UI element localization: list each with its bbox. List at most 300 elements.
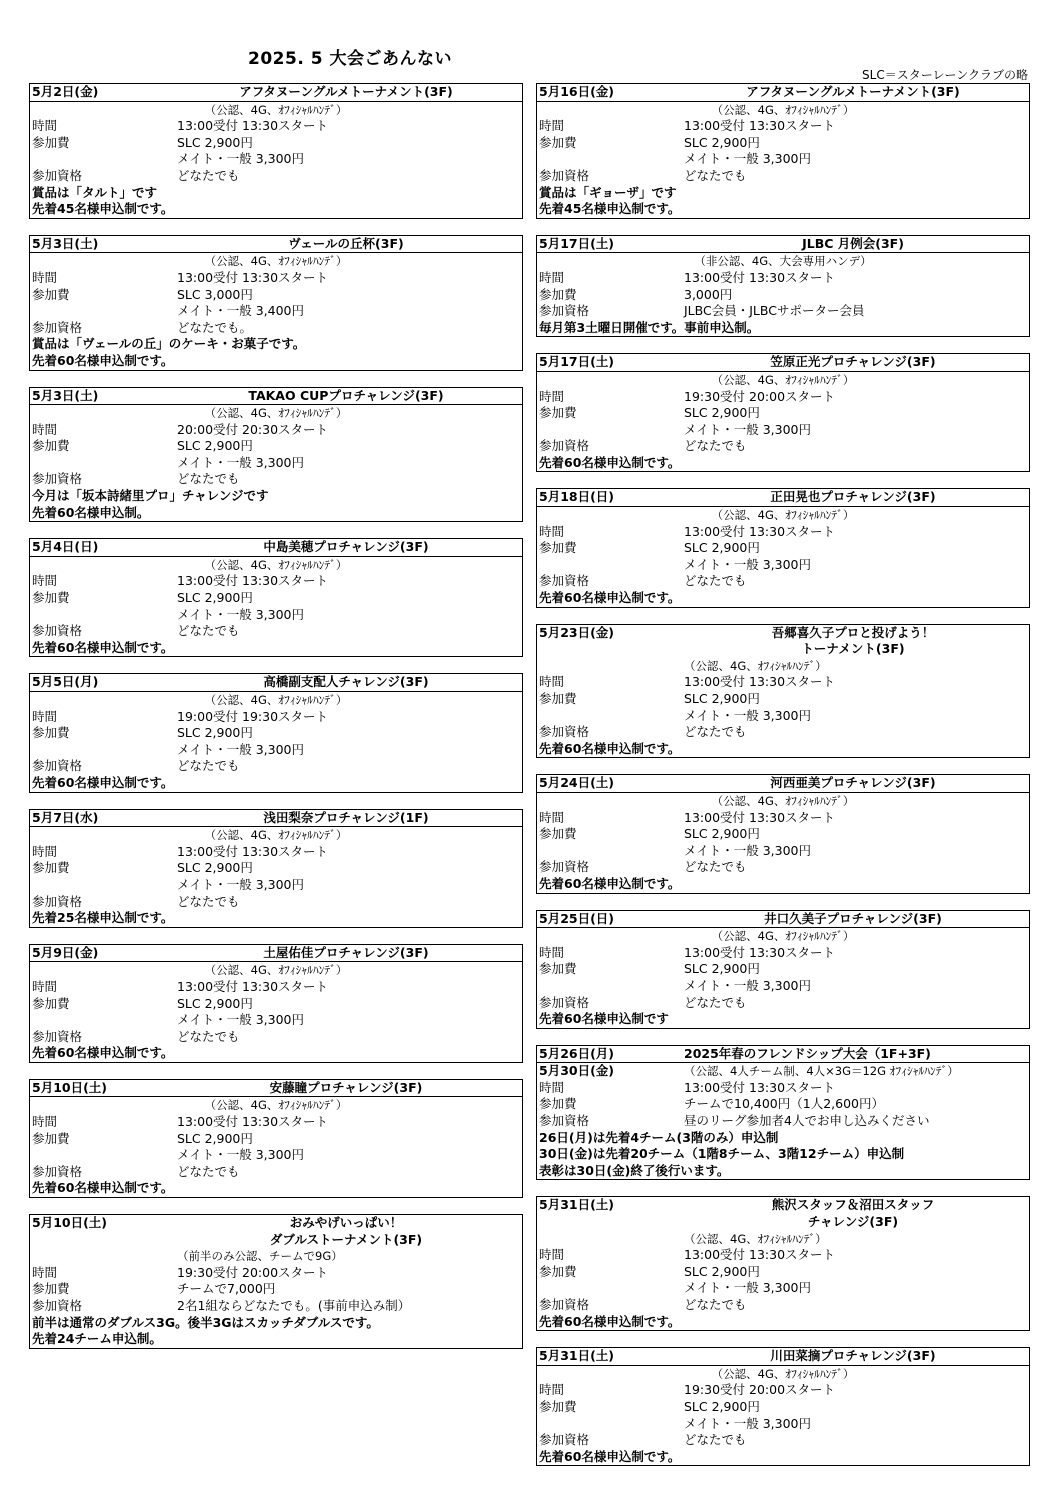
info-label: 時間 <box>539 388 565 404</box>
event-header <box>537 1197 1029 1214</box>
event-box <box>29 944 523 1063</box>
event-rules: （公認、4G、ｵﾌｨｼｬﾙﾊﾝﾃﾞ） <box>204 254 348 269</box>
info-label: 時間 <box>539 523 565 539</box>
info-label <box>539 557 684 574</box>
event-name: ヴェールの丘杯(3F) <box>288 235 404 251</box>
info-row <box>32 844 520 861</box>
info-value: メイト・一般 3,300円 <box>684 151 812 167</box>
event-header <box>537 1348 1029 1366</box>
info-label: 参加資格 <box>32 623 83 639</box>
event-note: 先着60名様申込制。 <box>32 504 150 520</box>
event-box <box>29 1214 523 1349</box>
info-row <box>32 287 520 304</box>
abbreviation-note: SLC＝スターレーンクラブの略 <box>862 68 1028 82</box>
info-row <box>539 405 1027 422</box>
event-note: 先着60名様申込制です。 <box>539 590 681 606</box>
info-label: 参加資格 <box>32 1028 83 1044</box>
info-label: 時間 <box>32 421 58 437</box>
info-row <box>32 320 520 337</box>
event-note: 賞品は「ヴェールの丘」のケーキ・お菓子です。 <box>32 336 306 352</box>
event-date: 5月7日(水) <box>32 809 99 825</box>
info-label: 時間 <box>32 843 58 859</box>
event-box <box>536 83 1030 219</box>
info-label: 参加資格 <box>539 303 590 319</box>
info-value: 昼のリーグ参加者4人でお申し込みください <box>684 1113 930 1129</box>
info-row <box>32 996 520 1013</box>
info-row <box>539 540 1027 557</box>
event-box <box>29 673 523 792</box>
event-name: 中島美穂プロチャレンジ(3F) <box>263 539 429 555</box>
info-label: 時間 <box>539 1382 565 1398</box>
event-header <box>537 236 1029 254</box>
event-box <box>536 774 1030 893</box>
info-row <box>32 135 520 152</box>
info-value: 19:30受付 20:00スタート <box>684 1382 836 1398</box>
info-label <box>32 151 177 168</box>
info-value: メイト・一般 3,300円 <box>177 151 305 167</box>
info-row <box>539 389 1027 406</box>
event-rules: （公認、4G、ｵﾌｨｼｬﾙﾊﾝﾃﾞ） <box>711 1366 855 1381</box>
info-label: 時間 <box>539 118 565 134</box>
info-value: メイト・一般 3,300円 <box>684 1280 812 1296</box>
event-rules: （公認、4G、ｵﾌｨｼｬﾙﾊﾝﾃﾞ） <box>204 1098 348 1113</box>
info-row <box>539 151 1027 168</box>
event-name-line-2 <box>539 1214 1027 1231</box>
info-value: SLC 2,900円 <box>177 725 253 741</box>
info-row <box>32 1029 520 1046</box>
info-label: 参加費 <box>32 286 70 302</box>
info-row <box>539 303 1027 320</box>
info-value: 13:00受付 13:30スタート <box>684 118 836 134</box>
info-row <box>32 877 520 894</box>
event-rules: （公認、4G、ｵﾌｨｼｬﾙﾊﾝﾃﾞ） <box>711 793 855 808</box>
info-row <box>539 573 1027 590</box>
info-value: 19:00受付 19:30スタート <box>177 708 329 724</box>
info-label <box>539 1416 684 1433</box>
info-row <box>32 303 520 320</box>
info-row <box>32 471 520 488</box>
info-label: 参加資格 <box>539 573 590 589</box>
info-value: 19:30受付 20:00スタート <box>177 1264 329 1280</box>
info-row <box>539 1264 1027 1281</box>
info-row <box>32 1298 520 1315</box>
info-row <box>539 859 1027 876</box>
event-date: 5月3日(土) <box>32 235 99 251</box>
event-note: 26日(月)は先着4チーム(3階のみ）申込制 <box>539 1129 779 1145</box>
info-row <box>539 1382 1027 1399</box>
info-value: メイト・一般 3,300円 <box>684 1415 812 1431</box>
info-label <box>32 1012 177 1029</box>
event-date: 5月17日(土) <box>539 235 615 251</box>
event-date: 5月4日(日) <box>32 539 99 555</box>
event-name: 川田菜摘プロチャレンジ(3F) <box>770 1348 936 1364</box>
info-value: 13:00受付 13:30スタート <box>177 978 329 994</box>
info-value: SLC 2,900円 <box>177 438 253 454</box>
info-value: メイト・一般 3,300円 <box>177 606 305 622</box>
info-value: どなたでも <box>684 573 747 589</box>
event-name: 高橋副支配人チャレンジ(3F) <box>263 674 429 690</box>
info-label: 参加費 <box>539 961 577 977</box>
info-value: メイト・一般 3,300円 <box>177 876 305 892</box>
event-note: 先着45名様申込制です。 <box>539 201 681 217</box>
event-date-2: 5月30日(金) <box>539 1063 615 1079</box>
info-label <box>539 1280 684 1297</box>
event-rules: （公認、4G、ｵﾌｨｼｬﾙﾊﾝﾃﾞ） <box>711 929 855 944</box>
info-value: メイト・一般 3,300円 <box>177 1147 305 1163</box>
event-date: 5月25日(日) <box>539 910 615 926</box>
event-name-2: チャレンジ(3F) <box>807 1214 899 1230</box>
info-label: 時間 <box>32 269 58 285</box>
info-label: 参加費 <box>32 860 70 876</box>
event-date: 5月31日(土) <box>539 1348 615 1364</box>
info-value: SLC 2,900円 <box>684 691 760 706</box>
info-value: メイト・一般 3,300円 <box>177 741 305 757</box>
info-value: どなたでも。 <box>177 319 253 335</box>
info-row <box>539 961 1027 978</box>
info-label: 参加資格 <box>539 994 590 1010</box>
event-box <box>29 83 523 219</box>
info-label: 参加資格 <box>32 758 83 774</box>
info-row <box>32 1012 520 1029</box>
event-name-line-2 <box>32 1232 520 1249</box>
info-value: SLC 2,900円 <box>177 590 253 606</box>
info-label: 時間 <box>539 674 565 690</box>
info-value: SLC 2,900円 <box>177 1130 253 1146</box>
info-label: 参加資格 <box>32 893 83 909</box>
event-note: 先着60名様申込制です。 <box>539 740 681 756</box>
event-name: 安藤瞳プロチャレンジ(3F) <box>269 1079 423 1095</box>
info-label: 時間 <box>539 269 565 285</box>
event-note: 先着24チーム申込制。 <box>32 1331 162 1347</box>
event-note: 先着60名様申込制です。 <box>539 1313 681 1329</box>
event-rules: （公認、4G、ｵﾌｨｼｬﾙﾊﾝﾃﾞ） <box>684 1231 827 1246</box>
info-label <box>539 843 684 860</box>
info-label: 参加費 <box>32 134 70 150</box>
info-value: どなたでも <box>684 859 747 875</box>
info-label: 参加費 <box>539 286 577 302</box>
info-row <box>32 1265 520 1282</box>
event-name-line-2 <box>539 641 1027 658</box>
event-header <box>537 911 1029 929</box>
event-name: 笠原正光プロチャレンジ(3F) <box>770 354 936 370</box>
info-label <box>539 422 684 439</box>
info-value: 13:00受付 13:30スタート <box>684 809 836 825</box>
info-value: どなたでも <box>177 471 240 487</box>
event-date: 5月23日(金) <box>539 624 615 640</box>
info-value: メイト・一般 3,300円 <box>684 556 812 572</box>
event-header <box>537 84 1029 102</box>
info-label: 参加費 <box>32 995 70 1011</box>
info-label: 時間 <box>539 809 565 825</box>
info-label: 参加資格 <box>32 167 83 183</box>
event-date: 5月3日(土) <box>32 387 99 403</box>
event-name: 土屋佑佳プロチャレンジ(3F) <box>263 944 429 960</box>
event-note: 先着60名様申込制です。 <box>539 875 681 891</box>
event-name-2: トーナメント(3F) <box>801 641 905 657</box>
event-date: 5月31日(土) <box>539 1197 615 1213</box>
info-value: メイト・一般 3,300円 <box>684 977 812 993</box>
event-box <box>29 538 523 657</box>
info-label <box>539 978 684 995</box>
info-row <box>539 810 1027 827</box>
info-value: どなたでも <box>684 994 747 1010</box>
info-value: チームで7,000円 <box>177 1281 276 1297</box>
event-box <box>29 387 523 523</box>
spacer <box>32 1232 172 1249</box>
info-row <box>539 945 1027 962</box>
event-header <box>30 810 522 828</box>
info-label: 参加費 <box>539 826 577 842</box>
info-value: どなたでも <box>177 893 240 909</box>
info-row <box>539 995 1027 1012</box>
event-rules: （公認、4G、ｵﾌｨｼｬﾙﾊﾝﾃﾞ） <box>711 508 855 523</box>
info-label: 参加資格 <box>32 1163 83 1179</box>
info-value: どなたでも <box>684 1432 747 1448</box>
info-label: 時間 <box>32 1264 58 1280</box>
info-label: 参加費 <box>32 438 70 454</box>
info-row <box>32 1131 520 1148</box>
info-value: 13:00受付 13:30スタート <box>684 523 836 539</box>
event-note: 先着60名様申込制です。 <box>32 774 174 790</box>
info-value: メイト・一般 3,300円 <box>177 454 305 470</box>
event-box <box>29 809 523 928</box>
info-row <box>539 674 1027 691</box>
info-row <box>32 623 520 640</box>
info-label: 参加費 <box>539 691 577 706</box>
event-note: 先着60名様申込制です。 <box>539 1448 681 1464</box>
info-value: 3,000円 <box>684 286 733 302</box>
info-row <box>539 270 1027 287</box>
event-rules: （公認、4G、ｵﾌｨｼｬﾙﾊﾝﾃﾞ） <box>204 963 348 978</box>
event-rules: （公認、4G、ｵﾌｨｼｬﾙﾊﾝﾃﾞ） <box>204 828 348 843</box>
info-label <box>32 607 177 624</box>
event-rules: （公認、4人チーム制、4人×3G＝12G ｵﾌｨｼｬﾙﾊﾝﾃﾞ） <box>684 1064 959 1079</box>
info-row <box>539 1399 1027 1416</box>
info-row <box>539 118 1027 135</box>
info-label: 時間 <box>539 1079 565 1095</box>
event-name: 浅田梨奈プロチャレンジ(1F) <box>263 809 429 825</box>
event-note: 先着60名様申込制です。 <box>32 639 174 655</box>
info-value: チームで10,400円（1人2,600円） <box>684 1096 884 1112</box>
info-label: 参加費 <box>32 725 70 741</box>
info-value: SLC 2,900円 <box>684 961 760 977</box>
event-date: 5月17日(土) <box>539 354 615 370</box>
event-header <box>30 1080 522 1098</box>
event-note: 先着25名様申込制です。 <box>32 910 174 926</box>
info-value: どなたでも <box>684 724 747 740</box>
event-name: 熊沢スタッフ＆沼田スタッフ <box>771 1197 935 1213</box>
event-name: JLBC 月例会(3F) <box>802 235 904 251</box>
event-second-date-row <box>539 1063 1027 1080</box>
info-row <box>539 708 1027 725</box>
event-name: アフタヌーングルメトーナメント(3F) <box>746 84 960 99</box>
event-header <box>537 489 1029 507</box>
event-header <box>30 388 522 406</box>
info-label: 参加資格 <box>539 724 590 740</box>
info-value: SLC 2,900円 <box>684 1263 760 1279</box>
info-value: 20:00受付 20:30スタート <box>177 421 329 437</box>
event-header <box>537 1046 1029 1064</box>
info-label <box>32 303 177 320</box>
info-value: 13:00受付 13:30スタート <box>684 1247 836 1263</box>
info-row <box>32 118 520 135</box>
info-value: 13:00受付 13:30スタート <box>684 1079 836 1095</box>
info-value: SLC 2,900円 <box>684 405 760 421</box>
info-row <box>539 438 1027 455</box>
event-date: 5月10日(土) <box>32 1215 108 1231</box>
info-value: SLC 2,900円 <box>684 826 760 842</box>
event-note: 先着60名様申込制です。 <box>32 352 174 368</box>
event-date: 5月24日(土) <box>539 775 615 791</box>
info-row <box>32 979 520 996</box>
info-row <box>539 691 1027 708</box>
event-header <box>537 354 1029 372</box>
info-value: どなたでも <box>177 623 240 639</box>
event-note: 表彰は30日(金)終了後行います。 <box>539 1162 730 1178</box>
info-row <box>539 826 1027 843</box>
event-note: 前半は通常のダブルス3G。後半3Gはスカッチダブルスです。 <box>32 1314 379 1330</box>
info-row <box>539 135 1027 152</box>
info-label: 参加費 <box>539 540 577 556</box>
info-value: 2名1組ならどなたでも。(事前申込み制） <box>177 1298 411 1313</box>
event-note: 今月は「坂本詩緒里プロ」チャレンジです <box>32 488 269 504</box>
event-rules: （公認、4G、ｵﾌｨｼｬﾙﾊﾝﾃﾞ） <box>684 658 827 673</box>
info-value: メイト・一般 3,300円 <box>684 842 812 858</box>
info-row <box>32 438 520 455</box>
left-column <box>29 83 523 1365</box>
info-label <box>32 877 177 894</box>
event-name: 正田晃也プロチャレンジ(3F) <box>770 489 936 505</box>
right-column <box>536 83 1030 1482</box>
info-row <box>32 422 520 439</box>
event-date: 5月18日(日) <box>539 489 615 505</box>
info-label <box>32 455 177 472</box>
info-row <box>32 894 520 911</box>
event-rules: （公認、4G、ｵﾌｨｼｬﾙﾊﾝﾃﾞ） <box>204 693 348 707</box>
info-label: 時間 <box>32 708 58 724</box>
info-row <box>32 1147 520 1164</box>
info-value: 13:00受付 13:30スタート <box>177 1114 329 1130</box>
info-label: 参加費 <box>539 1263 577 1279</box>
event-rules: （公認、4G、ｵﾌｨｼｬﾙﾊﾝﾃﾞ） <box>711 102 855 117</box>
event-name: 吾郷喜久子プロと投げよう！ <box>771 624 935 640</box>
info-label: 参加費 <box>32 1281 70 1297</box>
info-value: 13:00受付 13:30スタート <box>684 269 836 285</box>
event-box <box>536 1045 1030 1181</box>
info-row <box>539 978 1027 995</box>
info-value: SLC 2,900円 <box>177 134 253 150</box>
event-note: 先着60名様申込制です。 <box>539 454 681 470</box>
event-header <box>30 674 522 692</box>
info-label: 参加費 <box>539 1398 577 1414</box>
event-header <box>537 625 1029 642</box>
info-row <box>539 1096 1027 1113</box>
event-note: 毎月第3土曜日開催です。事前申込制。 <box>539 319 760 335</box>
info-row <box>539 287 1027 304</box>
info-label: 参加資格 <box>32 319 83 335</box>
info-row <box>32 758 520 775</box>
event-box <box>536 235 1030 338</box>
info-value: どなたでも <box>177 758 240 774</box>
event-name: 河西亜美プロチャレンジ(3F) <box>770 775 936 791</box>
info-value: SLC 2,900円 <box>684 134 760 150</box>
event-box <box>29 235 523 371</box>
spacer <box>539 641 679 658</box>
event-header <box>30 539 522 557</box>
event-header <box>30 84 522 102</box>
event-rules: （公認、4G、ｵﾌｨｼｬﾙﾊﾝﾃﾞ） <box>204 102 348 117</box>
info-label: 時間 <box>32 978 58 994</box>
info-value: SLC 2,900円 <box>684 1398 760 1414</box>
info-value: メイト・一般 3,400円 <box>177 303 305 319</box>
info-label: 参加資格 <box>539 167 590 183</box>
info-row <box>32 573 520 590</box>
info-row <box>539 1432 1027 1449</box>
info-row <box>32 151 520 168</box>
event-box <box>29 1079 523 1198</box>
event-rules: （前半のみ公認、チームで9G） <box>177 1249 343 1264</box>
info-row <box>32 168 520 185</box>
info-label: 参加費 <box>539 134 577 150</box>
page-title: 2025. 5 大会ごあんない <box>248 49 452 69</box>
info-row <box>539 1297 1027 1314</box>
info-value: メイト・一般 3,300円 <box>684 707 812 723</box>
info-row <box>539 524 1027 541</box>
info-row <box>539 1247 1027 1264</box>
info-row <box>32 1281 520 1298</box>
event-note: 30日(金)は先着20チーム（1階8チーム、3階12チーム）申込制 <box>539 1146 905 1162</box>
info-label: 参加費 <box>32 1130 70 1146</box>
info-value: メイト・一般 3,300円 <box>177 1012 305 1028</box>
info-value: メイト・一般 3,300円 <box>684 421 812 437</box>
event-rules: （公認、4G、ｵﾌｨｼｬﾙﾊﾝﾃﾞ） <box>204 557 348 572</box>
info-row <box>32 725 520 742</box>
info-value: 13:00受付 13:30スタート <box>684 674 836 690</box>
event-date: 5月10日(土) <box>32 1079 108 1095</box>
event-rules: （公認、4G、ｵﾌｨｼｬﾙﾊﾝﾃﾞ） <box>711 372 855 387</box>
info-row <box>539 843 1027 860</box>
event-note: 先着60名様申込制です。 <box>32 1045 174 1061</box>
info-value: どなたでも <box>177 1163 240 1179</box>
info-row <box>32 742 520 759</box>
info-row <box>32 1114 520 1131</box>
info-value: 13:00受付 13:30スタート <box>177 573 329 589</box>
info-value: 13:00受付 13:30スタート <box>177 269 329 285</box>
info-label: 時間 <box>32 1114 58 1130</box>
event-date: 5月2日(金) <box>32 84 99 99</box>
info-label <box>539 151 684 168</box>
info-row <box>32 860 520 877</box>
spacer <box>539 1214 679 1231</box>
event-name: 井口久美子プロチャレンジ(3F) <box>764 910 942 926</box>
event-date: 5月26日(月) <box>539 1045 615 1061</box>
info-value: どなたでも <box>177 167 240 183</box>
event-box <box>536 488 1030 607</box>
info-row <box>539 557 1027 574</box>
info-label: 参加資格 <box>32 471 83 487</box>
info-label: 参加資格 <box>539 1432 590 1448</box>
event-header <box>30 945 522 963</box>
info-value: SLC 2,900円 <box>177 860 253 876</box>
event-name: TAKAO CUPプロチャレンジ(3F) <box>248 387 444 403</box>
info-label: 参加費 <box>32 590 70 606</box>
info-row <box>539 724 1027 741</box>
info-label: 参加資格 <box>539 1113 590 1129</box>
info-label: 参加資格 <box>32 1298 83 1313</box>
info-value: どなたでも <box>684 438 747 454</box>
info-value: 13:00受付 13:30スタート <box>177 843 329 859</box>
info-value: 13:00受付 13:30スタート <box>684 944 836 960</box>
